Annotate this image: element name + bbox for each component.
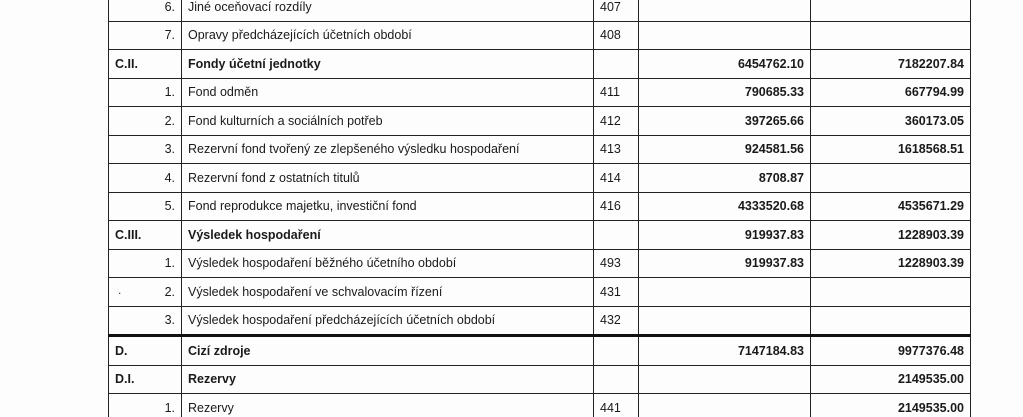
- value-current-cell: [639, 278, 811, 307]
- balance-sheet-table: [108, 0, 971, 417]
- table-row: [109, 78, 971, 107]
- value-previous-cell: [811, 278, 971, 307]
- row-label-cell: Rezervy: [182, 394, 594, 417]
- value-current-cell: 6454762.10: [639, 50, 811, 79]
- value-current-cell: 8708.87: [639, 164, 811, 193]
- value-previous-cell: [811, 0, 971, 21]
- row-number-cell: 3.: [109, 306, 182, 336]
- row-number-cell: 6.: [109, 0, 182, 21]
- value-previous-cell: 7182207.84: [811, 50, 971, 79]
- value-previous-cell: [811, 306, 971, 336]
- table-row: [109, 249, 971, 278]
- table-row: [109, 221, 971, 250]
- value-current-cell: [639, 394, 811, 417]
- value-previous-cell: 4535671.29: [811, 192, 971, 221]
- value-previous-cell: 1228903.39: [811, 249, 971, 278]
- row-label-cell: Fond kulturních a sociálních potřeb: [182, 107, 594, 136]
- row-label-cell: Opravy předcházejících účetních období: [182, 21, 594, 50]
- value-current-cell: 397265.66: [639, 107, 811, 136]
- row-label-cell: Fondy účetní jednotky: [182, 50, 594, 79]
- row-number-cell: 5.: [109, 192, 182, 221]
- account-number-cell: [594, 336, 639, 366]
- row-number-cell: 1.: [109, 249, 182, 278]
- value-current-cell: 7147184.83: [639, 336, 811, 366]
- value-previous-cell: 667794.99: [811, 78, 971, 107]
- account-number-cell: 408: [594, 21, 639, 50]
- value-previous-cell: [811, 21, 971, 50]
- row-label-cell: Výsledek hospodaření předcházejících účetních období: [182, 306, 594, 336]
- account-number-cell: 407: [594, 0, 639, 21]
- table-row: [109, 365, 971, 394]
- value-current-cell: [639, 306, 811, 336]
- stray-mark: .: [118, 283, 122, 297]
- row-number-cell: 7.: [109, 21, 182, 50]
- table-row: [109, 394, 971, 417]
- table-row: [109, 0, 971, 21]
- table-row: [109, 336, 971, 366]
- value-previous-cell: 1618568.51: [811, 135, 971, 164]
- row-label-cell: Výsledek hospodaření: [182, 221, 594, 250]
- account-number-cell: [594, 365, 639, 394]
- table-row: [109, 278, 971, 307]
- value-current-cell: 924581.56: [639, 135, 811, 164]
- row-label-cell: Rezervní fond tvořený ze zlepšeného výsledku hospodaření: [182, 135, 594, 164]
- account-number-cell: [594, 221, 639, 250]
- row-number-cell: 2.: [109, 278, 182, 307]
- row-number-cell: C.II.: [109, 50, 182, 79]
- account-number-cell: 431: [594, 278, 639, 307]
- row-label-cell: Fond reprodukce majetku, investiční fond: [182, 192, 594, 221]
- account-number-cell: 416: [594, 192, 639, 221]
- row-number-cell: 2.: [109, 107, 182, 136]
- row-number-cell: 3.: [109, 135, 182, 164]
- row-label-cell: Rezervní fond z ostatních titulů: [182, 164, 594, 193]
- table-row: [109, 21, 971, 50]
- table-body: [109, 0, 971, 417]
- value-current-cell: 919937.83: [639, 221, 811, 250]
- value-previous-cell: 2149535.00: [811, 365, 971, 394]
- account-number-cell: 411: [594, 78, 639, 107]
- value-current-cell: [639, 0, 811, 21]
- value-current-cell: [639, 21, 811, 50]
- table-row: [109, 192, 971, 221]
- value-current-cell: [639, 365, 811, 394]
- account-number-cell: 493: [594, 249, 639, 278]
- value-current-cell: 790685.33: [639, 78, 811, 107]
- value-current-cell: 4333520.68: [639, 192, 811, 221]
- account-number-cell: 414: [594, 164, 639, 193]
- table-row: [109, 50, 971, 79]
- account-number-cell: 432: [594, 306, 639, 336]
- row-label-cell: Cizí zdroje: [182, 336, 594, 366]
- row-label-cell: Výsledek hospodaření ve schvalovacím řízení: [182, 278, 594, 307]
- table-row: [109, 306, 971, 336]
- row-label-cell: Fond odměn: [182, 78, 594, 107]
- row-label-cell: Rezervy: [182, 365, 594, 394]
- table-row: [109, 107, 971, 136]
- row-number-cell: 4.: [109, 164, 182, 193]
- account-number-cell: [594, 50, 639, 79]
- account-number-cell: 413: [594, 135, 639, 164]
- row-number-cell: 1.: [109, 394, 182, 417]
- value-previous-cell: 9977376.48: [811, 336, 971, 366]
- account-number-cell: 412: [594, 107, 639, 136]
- value-previous-cell: 1228903.39: [811, 221, 971, 250]
- account-number-cell: 441: [594, 394, 639, 417]
- row-label-cell: Výsledek hospodaření běžného účetního období: [182, 249, 594, 278]
- row-label-cell: Jiné oceňovací rozdíly: [182, 0, 594, 21]
- row-number-cell: C.III.: [109, 221, 182, 250]
- row-number-cell: D.I.: [109, 365, 182, 394]
- table-row: [109, 164, 971, 193]
- row-number-cell: D.: [109, 336, 182, 366]
- value-previous-cell: 2149535.00: [811, 394, 971, 417]
- table-row: [109, 135, 971, 164]
- row-number-cell: 1.: [109, 78, 182, 107]
- value-previous-cell: 360173.05: [811, 107, 971, 136]
- value-current-cell: 919937.83: [639, 249, 811, 278]
- value-previous-cell: [811, 164, 971, 193]
